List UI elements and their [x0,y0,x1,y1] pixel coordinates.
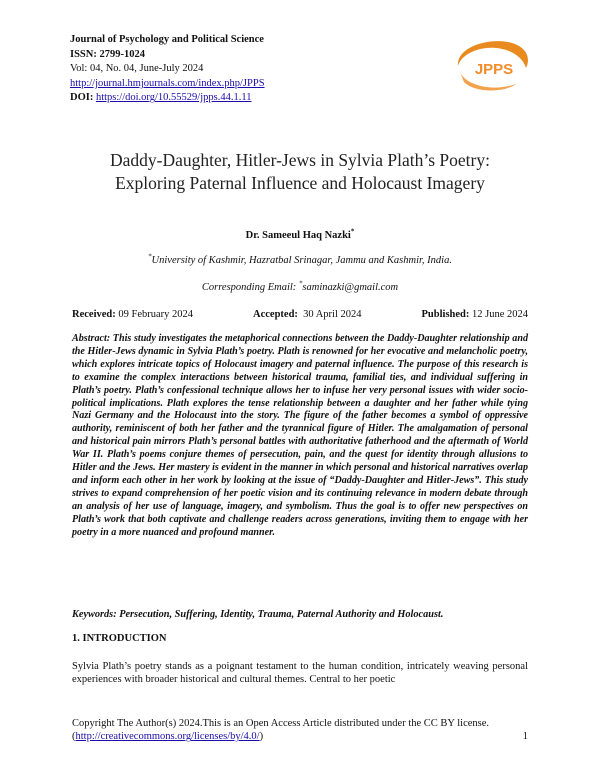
license-open-paren: ( [72,731,76,743]
affiliation-text: University of Kashmir, Hazratbal Srinagar, Jammu and Kashmir, India. [151,255,452,266]
received-date [72,309,193,320]
paper-title [60,149,540,195]
affiliation [0,252,600,266]
affiliation-marker: * [148,252,152,261]
journal-url-link[interactable]: http://journal.hmjournals.com/index.php/JPPS [70,77,265,89]
license-close-paren: ) [259,731,264,743]
keywords: Keywords: Persecution, Suffering, Identity, Trauma, Paternal Authority and Holocaust. [72,609,444,620]
email-label: Corresponding Email: [201,282,297,293]
author-name [0,227,600,241]
published-label: Published: [421,309,470,320]
published-value: 12 June 2024 [472,309,528,320]
copyright-text: Copyright The Author(s) 2024.This is an Open Access Article distributed under the CC BY license. [72,718,490,729]
corresponding-email [0,279,600,293]
accepted-label: Accepted: [253,309,298,320]
logo-text: JPPS [474,61,514,78]
journal-issn: ISSN: 2799-1024 [70,48,145,60]
author-text: Dr. Sameeul Haq Nazki [245,230,351,241]
doi-link[interactable]: https://doi.org/10.55529/jpps.44.1.11 [95,92,252,104]
section-heading-introduction: 1. INTRODUCTION [72,633,167,644]
abstract: Abstract: This study investigates the metaphorical connections between the Daddy-Daughter relationship and the Hitler-Jews dynamic in Sylvia Plath’s poetry. Plath is renowned for her evocative and melancholic poetry, which explores intricate topics of Holocaust imagery and paternal influence. The purpose of this research is to examine the complex interactions between historical trauma, familial ties, and individual suffering in Plath’s poetry. Plath’s confessional technique allows her to infuse her very personal issues with wider socio-political implications. Plath explores the tense relationship between a daughter and her father while tying Nazi Germany and the Holocaust into the story. The figure of the father becomes a symbol of oppressive authority, reminiscent of both her father and the tyrannical figure of Hitler. The amalgamation of personal and historical pain mirrors Plath’s personal battles with authoritative fatherhood and the aftermath of World War II. Plath’s poems conjure themes of persecution, pain, and the quest for identity through allusions to Hitler and the Jews. Her mastery is evident in the manner in which personal and historical narratives overlap and inform each other in her work by looking at the issue of “Daddy-Daughter and Hitler-Jews”. This study strives to expand comprehension of her poetic vision and its continuing relevance in modern debate through an analysis of her use of language, imagery, and symbolism. Thus the goal is to offer new perspectives on Plath’s work that both captivate and challenge readers across generations, inviting them to engage with her poetry in a more nuanced and profound manner. [72,333,528,538]
jpps-logo [446,36,542,96]
introduction-paragraph: Sylvia Plath’s poetry stands as a poignant testament to the human condition, intricately weaving personal experiences with broader historical and cultural themes. Central to her poetic [72,661,528,686]
journal-info [70,33,265,106]
accepted-date [253,309,362,320]
title-line-1: Daddy-Daughter, Hitler-Jews in Sylvia Plath’s Poetry: [109,150,490,170]
journal-volume: Vol: 04, No. 04, June-July 2024 [70,63,204,75]
email-address: saminazki@gmail.com [302,282,399,293]
accepted-value: 30 April 2024 [303,309,362,320]
page-number: 1 [522,731,528,743]
email-marker: * [298,279,303,288]
received-value: 09 February 2024 [118,309,194,320]
doi-label: DOI: [70,92,94,104]
title-line-2: Exploring Paternal Influence and Holocaust Imagery [115,173,485,193]
journal-name: Journal of Psychology and Political Science [70,34,264,45]
received-label: Received: [72,309,116,320]
footer [72,717,528,744]
author-marker: * [350,227,355,236]
published-date [422,309,528,320]
license-link[interactable]: http://creativecommons.org/licenses/by/4.0/ [75,731,260,743]
dates-row [72,309,528,320]
